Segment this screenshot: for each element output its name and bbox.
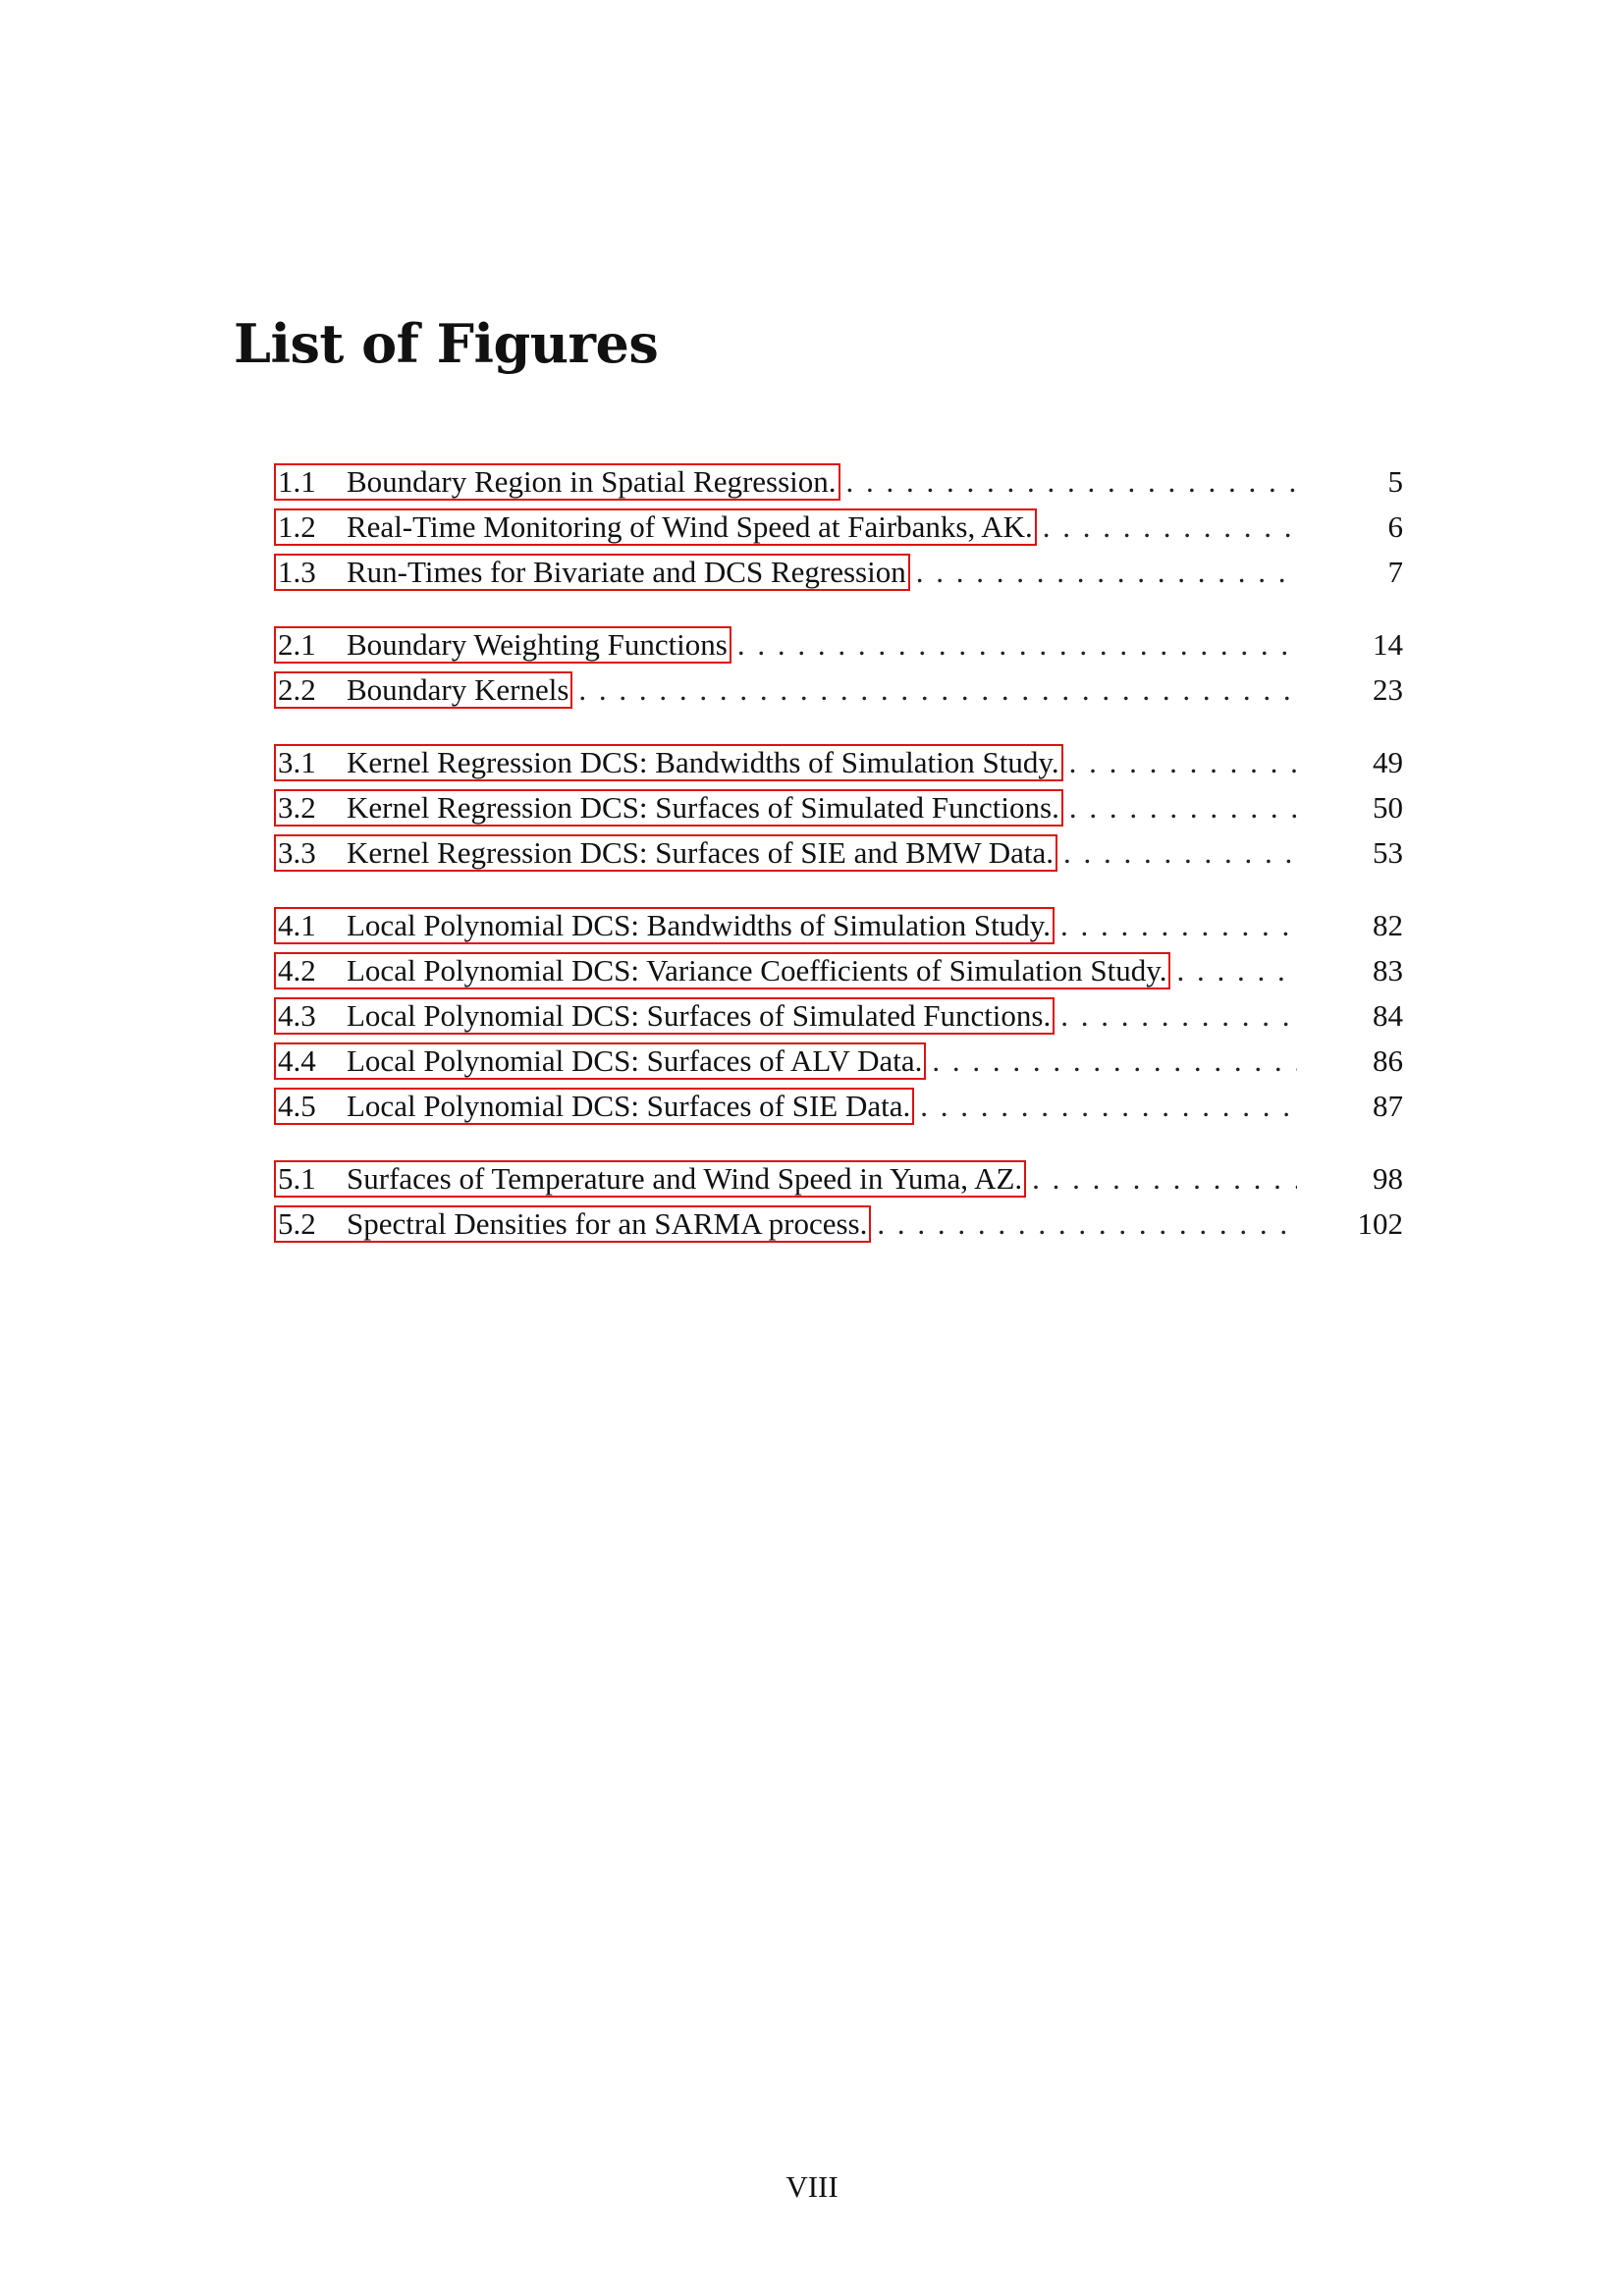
figure-entry [274,1201,1403,1247]
figure-caption: Kernel Regression DCS: Surfaces of Simulated Functions. [347,790,1059,825]
figure-page-number: 53 [1373,835,1403,870]
figure-number: 3.3 [278,835,316,870]
figure-group [274,622,1403,713]
figure-link[interactable] [274,554,910,591]
figure-number: 2.1 [278,627,316,662]
figure-caption: Local Polynomial DCS: Surfaces of Simulated Functions. [347,998,1052,1033]
dot-leader [1176,948,1297,993]
figure-entry [274,785,1403,830]
figure-link[interactable] [274,1160,1026,1198]
figure-page-number: 102 [1357,1206,1403,1241]
dot-leader [1069,785,1297,830]
figure-number: 4.3 [278,998,316,1033]
figure-entry [274,550,1403,595]
figure-caption: Local Polynomial DCS: Surfaces of ALV Data. [347,1043,923,1078]
figure-number: 4.4 [278,1043,316,1078]
dot-leader [1060,993,1297,1039]
figure-page-number: 14 [1373,627,1403,662]
figure-entry [274,740,1403,785]
figure-caption: Real-Time Monitoring of Wind Speed at Fairbanks, AK. [347,509,1033,544]
figure-link[interactable] [274,508,1037,546]
figure-number: 1.2 [278,509,316,544]
figure-number: 5.1 [278,1161,316,1196]
figure-page-number: 23 [1373,672,1403,707]
dot-leader [1032,1156,1297,1201]
figure-caption: Boundary Region in Spatial Regression. [347,464,837,499]
figure-entry [274,459,1403,505]
dot-leader [877,1201,1297,1247]
list-of-figures [274,459,1403,1274]
figure-caption: Boundary Weighting Functions [347,627,728,662]
figure-link[interactable] [274,671,572,709]
figure-number: 4.2 [278,953,316,988]
figure-page-number: 86 [1373,1043,1403,1078]
figure-number: 5.2 [278,1206,316,1241]
figure-page-number: 98 [1373,1161,1403,1196]
figure-caption: Boundary Kernels [347,672,569,707]
figure-entry [274,622,1403,667]
figure-entry [274,667,1403,713]
figure-number: 4.1 [278,908,316,942]
figure-entry [274,993,1403,1039]
figure-page-number: 6 [1387,509,1403,544]
dot-leader [920,1084,1297,1129]
figure-link[interactable] [274,1205,871,1243]
figure-number: 1.1 [278,464,316,499]
figure-entry [274,903,1403,948]
dot-leader [1063,830,1297,876]
figure-number: 1.3 [278,555,316,589]
figure-caption: Spectral Densities for an SARMA process. [347,1206,868,1241]
figure-number: 4.5 [278,1089,316,1123]
figure-page-number: 84 [1373,998,1403,1033]
figure-link[interactable] [274,1088,914,1125]
figure-caption: Local Polynomial DCS: Bandwidths of Simulation Study. [347,908,1052,942]
figure-caption: Local Polynomial DCS: Surfaces of SIE Data. [347,1089,911,1123]
figure-number: 3.2 [278,790,316,825]
figure-page-number: 5 [1387,464,1403,499]
figure-group [274,1156,1403,1247]
figure-entry [274,1156,1403,1201]
figure-entry [274,1039,1403,1084]
dot-leader [1060,903,1297,948]
figure-group [274,459,1403,595]
figure-link[interactable] [274,744,1063,781]
page-title: List of Figures [234,312,659,375]
dot-leader [846,459,1297,505]
figure-link[interactable] [274,834,1057,872]
figure-entry [274,830,1403,876]
figure-link[interactable] [274,789,1063,827]
dot-leader [1069,740,1297,785]
figure-number: 3.1 [278,745,316,779]
figure-link[interactable] [274,463,840,501]
figure-caption: Kernel Regression DCS: Surfaces of SIE and BMW Data. [347,835,1055,870]
dot-leader [916,550,1297,595]
figure-link[interactable] [274,1042,926,1080]
figure-page-number: 83 [1373,953,1403,988]
figure-number: 2.2 [278,672,316,707]
figure-entry [274,1084,1403,1129]
figure-caption: Run-Times for Bivariate and DCS Regression [347,555,906,589]
figure-link[interactable] [274,952,1170,989]
figure-group [274,740,1403,876]
dot-leader [578,667,1297,713]
figure-page-number: 82 [1373,908,1403,942]
figure-page-number: 50 [1373,790,1403,825]
figure-entry [274,505,1403,550]
figure-group [274,903,1403,1129]
dot-leader [932,1039,1297,1084]
figure-link[interactable] [274,626,731,664]
figure-page-number: 49 [1373,745,1403,779]
page-number-footer: VIII [785,2169,839,2204]
figure-link[interactable] [274,997,1055,1035]
figure-page-number: 7 [1387,555,1403,589]
dot-leader [1043,505,1297,550]
dot-leader [737,622,1297,667]
figure-page-number: 87 [1373,1089,1403,1123]
figure-caption: Kernel Regression DCS: Bandwidths of Simulation Study. [347,745,1059,779]
figure-entry [274,948,1403,993]
figure-caption: Local Polynomial DCS: Variance Coefficients of Simulation Study. [347,953,1167,988]
figure-link[interactable] [274,907,1055,944]
figure-caption: Surfaces of Temperature and Wind Speed in Yuma, AZ. [347,1161,1023,1196]
